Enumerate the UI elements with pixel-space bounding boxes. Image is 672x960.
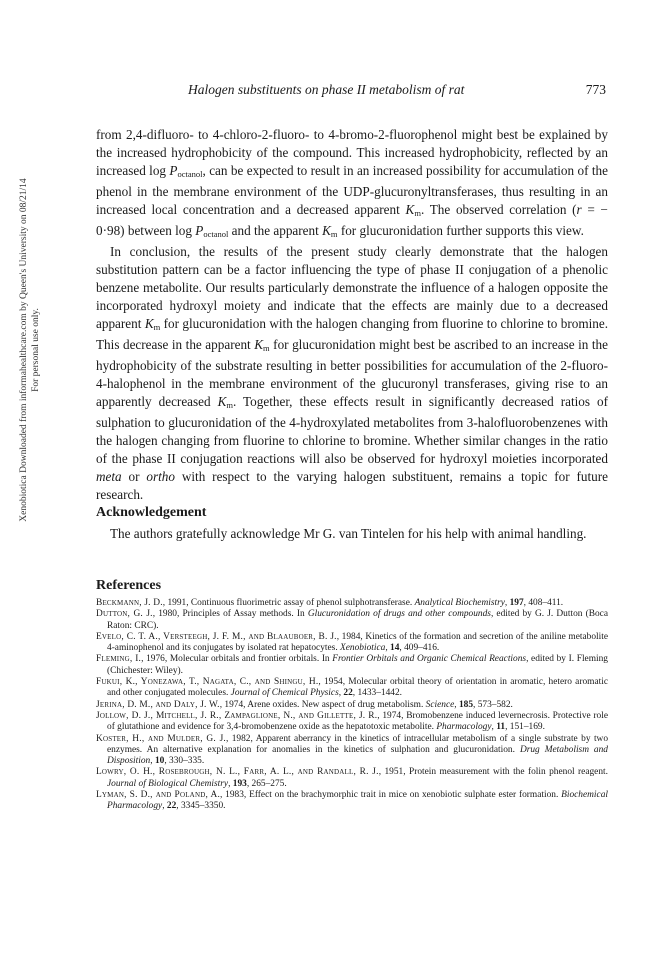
reference-list (96, 598, 608, 813)
reference-item: Beckmann, J. D., 1991, Continuous fluorimetric assay of phenol sulphotransferase. Analytical Biochemistry, 197, 408–411. (96, 598, 564, 608)
body-text (96, 126, 608, 504)
reference-item: Lowry, O. H., Rosebrough, N. L., Farr, A. L., and Randall, R. J., 1951, Protein measurement with the folin phenol reagent. Journal of Biological Chemistry, 193, 265–275. (96, 767, 608, 789)
paragraph-2: In conclusion, the results of the present study clearly demonstrate that the halogen substitution pattern can be a factor influencing the type of phase II conjugation of a phenolic benzene metabolite. Our results particularly demonstrate the influence of a halogen opposite the incorporated hydroxyl moiety and indicate that the effects are mainly due to a decreased apparent $K_m$ for glucuronidation with the halogen changing from fluorine to chlorine to bromine. This decrease in the apparent $K_m$ for glucuronidation might best be ascribed to an increase in the hydrophobicity of the substrate resulting in better possibilities for accumulation of the 2-fluoro-4-halophenol in the membrane environment of the glucuronyl transferases, giving rise to an apparently decreased $K_m$. Together, these effects result in significantly decreased ratios of sulphation to glucuronidation of the 4-hydroxylated metabolites from 3-halofluorobenzenes with the halogen changing from fluorine to chlorine to bromine. Whether similar changes in the ratio of the phase II conjugation reactions will also be observed for hydroxyl moieties incorporated meta or ortho with respect to the varying halogen substituent, remains a topic for future research. (96, 244, 609, 502)
acknowledgement-heading: Acknowledgement (96, 505, 207, 520)
paragraph-1: from 2,4-difluoro- to 4-chloro-2-fluoro- to 4-bromo-2-fluorophenol might best be explained by the increased hydrophobicity of the compound. This increased hydrophobicity, reflected by an increased $\log P_{octanol}$, can be expected to result in an increased possibility for accumulation of the phenol in the membrane environment of the UDP-glucuronyltransferases, thus resulting in an increased local concentration and a decreased apparent $K_m$. The observed correlation (r = − 0·98) between $\log P_{octanol}$ and the apparent $K_m$ for glucuronidation further supports this view. (96, 127, 609, 239)
reference-item: Jollow, D. J., Mitchell, J. R., Zampaglione, N., and Gillette, J. R., 1974, Bromobenzene induced levernecrosis. Protective role of glutathione and evidence for 3,4-bromobenzene oxide as the hepatotoxic metabolite. Pharmacology, 11, 151–169. (96, 710, 608, 733)
watermark-line-2: For personal use only. (31, 308, 41, 392)
page-number: 773 (585, 82, 606, 97)
download-watermark (19, 178, 46, 522)
acknowledgement-text: The authors gratefully acknowledge Mr G. van Tintelen for his help with animal handling. (110, 526, 587, 541)
watermark-line-1: Xenobiotica Downloaded from informahealthcare.com by Queen's University on 08/21/14 (19, 178, 29, 522)
reference-item: Lyman, S. D., and Poland, A., 1983, Effect on the brachymorphic trait in mice on xenobiotic sulphate ester formation. Biochemical Pharmacology, 22, 3345–3350. (96, 790, 608, 812)
running-head (96, 82, 606, 102)
reference-item: Fukui, K., Yonezawa, T., Nagata, C., and Shingu, H., 1954, Molecular orbital theory of orientation in aromatic, hetero aromatic and other conjugated molecules. Journal of Chemical Physics, 22, 1433–1442. (96, 677, 608, 699)
reference-item: Fleming, I., 1976, Molecular orbitals and frontier orbitals. In Frontier Orbitals and Organic Chemical Reactions, edited by I. Fleming (Chichester: Wiley). (96, 654, 608, 676)
reference-item: Evelo, C. T. A., Versteegh, J. F. M., and Blaauboer, B. J., 1984, Kinetics of the formation and secretion of the aniline metabolite 4-aminophenol and its conjugates by isolated rat hepatocytes. Xenobiotica, 14, 409–416. (96, 631, 608, 654)
reference-item: Jerina, D. M., and Daly, J. W., 1974, Arene oxides. New aspect of drug metabolism. Science, 185, 573–582. (96, 699, 513, 710)
running-title: Halogen substituents on phase II metabolism of rat (188, 82, 465, 97)
reference-item: Dutton, G. J., 1980, Principles of Assay methods. In Glucuronidation of drugs and other compounds, edited by G. J. Dutton (Boca Raton: CRC). (96, 609, 608, 631)
reference-item: Koster, H., and Mulder, G. J., 1982, Apparent aberrancy in the kinetics of intracellular metabolism of a single substrate by two enzymes. An alternative explanation for anomalies in the kinetics of sulphation and glucuronidation. Drug Metabolism and Disposition, 10, 330–335. (96, 733, 609, 767)
references-heading: References (96, 578, 162, 593)
